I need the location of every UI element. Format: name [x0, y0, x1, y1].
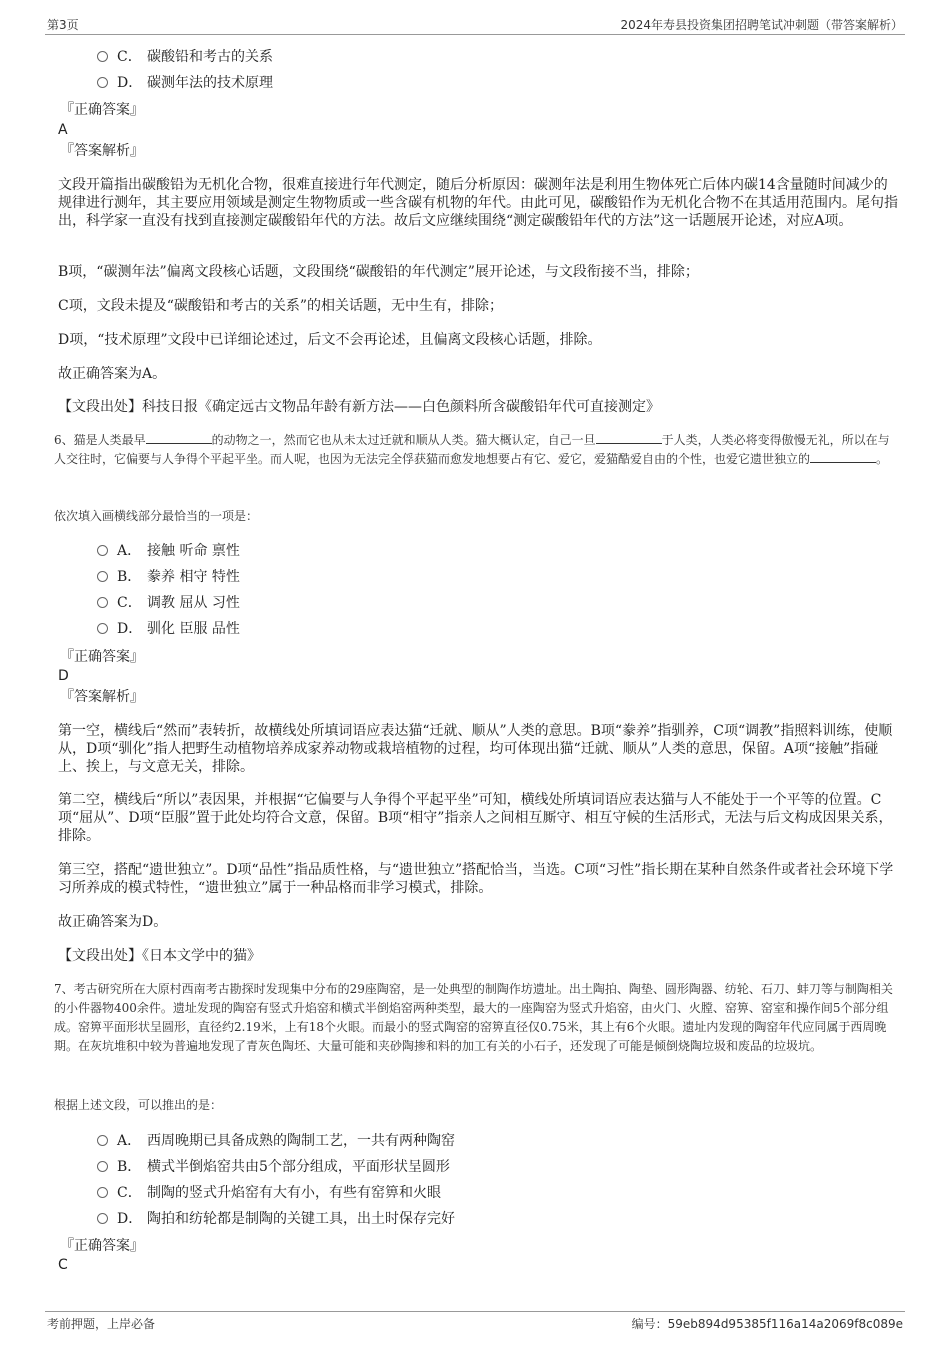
q5-analysis-para-3: C项，文段未提及“碳酸铅和考古的关系”的相关话题，无中生有，排除；	[58, 298, 504, 314]
q5-option-d[interactable]: D． 碳测年法的技术原理	[97, 74, 273, 92]
q6-option-d[interactable]: D． 驯化 臣服 品性	[97, 620, 240, 638]
q6-analysis-para-3: 第三空，搭配“遗世独立”。D项“品性”指品质性格，与“遗世独立”搭配恰当，当选。C项“习性”指长期在某种自然条件或者社会环境下学习所养成的模式特性，“遗世独立”属于一种品格而非学习模式，排除。	[58, 862, 894, 896]
q5-option-c[interactable]: C． 碳酸铅和考古的关系	[97, 48, 273, 66]
q6-answer-label: 『正确答案』	[60, 649, 144, 665]
q6-analysis-label: 『答案解析』	[60, 689, 144, 705]
radio-icon[interactable]	[97, 1161, 108, 1172]
q6-option-c[interactable]: C． 调教 屈从 习性	[97, 594, 240, 612]
q7-prompt: 根据上述文段，可以推出的是：	[54, 1098, 223, 1112]
page-header	[45, 14, 905, 35]
q7-question-text: 7、考古研究所在大原村西南考古勘探时发现集中分布的29座陶窑，是一处典型的制陶作坊遗址。出土陶拍、陶垫、圆形陶器、纺轮、石刀、蚌刀等与制陶相关的小件器物400余件。遗址发现的陶窑有竖式升焰窑和横式半倒焰窑两种类型，最大的一座陶窑为竖式升焰窑，由火门、火膛、窑箅、窑室和操作间5个部分组成。窑箅平面形状呈圆形，直径约2.19米，上有18个火眼。而最小的竖式陶窑的窑箅直径仅0.75米，其上有6个火眼。遗址内发现的陶窑年代应同属于西周晚期。在灰坑堆积中较为普遍地发现了青灰色陶坯、大量可能和夹砂陶掺和料的加工有关的小石子，还发现了可能是倾倒烧陶垃圾和废品的垃圾坑。	[54, 982, 893, 1053]
radio-icon[interactable]	[97, 1213, 108, 1224]
q5-analysis-para-5: 故正确答案为A。	[58, 366, 167, 382]
q5-answer-label: 『正确答案』	[60, 102, 144, 118]
q7-option-b[interactable]: B． 横式半倒焰窑共由5个部分组成，平面形状呈圆形	[97, 1158, 450, 1176]
q7-option-d[interactable]: D． 陶拍和纺轮都是制陶的关键工具，出土时保存完好	[97, 1210, 455, 1228]
radio-icon[interactable]	[97, 597, 108, 608]
blank-line	[810, 450, 876, 463]
q5-analysis-para-2: B项，“碳测年法”偏离文段核心话题，文段围绕“碳酸铅的年代测定”展开论述，与文段衔接不当，排除；	[58, 264, 699, 280]
radio-icon[interactable]	[97, 77, 108, 88]
q7-answer-label: 『正确答案』	[60, 1238, 144, 1254]
page-number: 第3页	[47, 18, 79, 32]
q5-analysis-para-4: D项，“技术原理”文段中已详细论述过，后文不会再论述，且偏离文段核心话题，排除。	[58, 332, 602, 348]
radio-icon[interactable]	[97, 571, 108, 582]
q6-answer: D	[58, 668, 69, 684]
radio-icon[interactable]	[97, 1187, 108, 1198]
q6-option-a[interactable]: A． 接触 听命 禀性	[97, 542, 240, 560]
q6-analysis-para-4: 故正确答案为D。	[58, 914, 168, 930]
q5-analysis-label: 『答案解析』	[60, 143, 144, 159]
radio-icon[interactable]	[97, 545, 108, 556]
q6-question-text: 6、猫是人类最早 的动物之一，然而它也从未太过迁就和顺从人类。猫大概认定，自己一旦 于人类，人类必将变得傲慢无礼，所以在与人交往时，它偏要与人争得个平起平坐。而人呢，也因为无法完全俘获猫而愈发地想要占有它、爱它，爱猫酷爱自由的个性，也爱它遗世独立的 。	[54, 433, 890, 466]
document-title: 2024年寿县投资集团招聘笔试冲刺题（带答案解析）	[620, 18, 903, 32]
q6-prompt: 依次填入画横线部分最恰当的一项是：	[54, 509, 259, 523]
q6-analysis-para-1: 第一空，横线后“然而”表转折，故横线处所填词语应表达猫“迁就、顺从”人类的意思。B项“豢养”指驯养，C项“调教”指照料训练，使顺从，D项“驯化”指人把野生动植物培养成家养动物或栽培植物的过程，均可体现出猫“迁就、顺从”人类的意思，保留。A项“接触”指碰上、挨上，与文意无关，排除。	[58, 723, 893, 775]
q7-option-c[interactable]: C． 制陶的竖式升焰窑有大有小，有些有窑箅和火眼	[97, 1184, 441, 1202]
radio-icon[interactable]	[97, 623, 108, 634]
q6-source: 【文段出处】《日本文学中的猫》	[58, 948, 261, 964]
document-code: 编号：59eb894d95385f116a14a2069f8c089e	[631, 1317, 903, 1331]
q5-analysis-para-1: 文段开篇指出碳酸铅为无机化合物，很难直接进行年代测定，随后分析原因：碳测年法是利用生物体死亡后体内碳14含量随时间减少的规律进行测年，其主要应用领域是测定生物物质或一些含碳有机物的年代。由此可见，碳酸铅作为无机化合物不在其适用范围内。尾句指出，科学家一直没有找到直接测定碳酸铅年代的方法。故后文应继续围绕“测定碳酸铅年代的方法”这一话题展开论述，对应A项。	[58, 177, 898, 229]
radio-icon[interactable]	[97, 1135, 108, 1146]
page-footer	[45, 1311, 905, 1334]
q6-option-b[interactable]: B． 豢养 相守 特性	[97, 568, 240, 586]
q7-answer: C	[58, 1257, 68, 1273]
blank-line	[596, 431, 662, 444]
q7-option-a[interactable]: A． 西周晚期已具备成熟的陶制工艺，一共有两种陶窑	[97, 1132, 455, 1150]
footer-slogan: 考前押题，上岸必备	[47, 1317, 156, 1331]
q5-source: 【文段出处】科技日报《确定远古文物品年龄有新方法——白色颜料所含碳酸铅年代可直接测定》	[58, 399, 660, 415]
radio-icon[interactable]	[97, 51, 108, 62]
q6-analysis-para-2: 第二空，横线后“所以”表因果，并根据“它偏要与人争得个平起平坐”可知，横线处所填词语应表达猫与人不能处于一个平等的位置。C项“屈从”、D项“臣服”置于此处均符合文意，保留。B项“相守”指亲人之间相互厮守、相互守候的生活形式，无法与后文构成因果关系，排除。	[58, 792, 893, 844]
q5-answer: A	[58, 122, 68, 138]
blank-line	[146, 431, 212, 444]
